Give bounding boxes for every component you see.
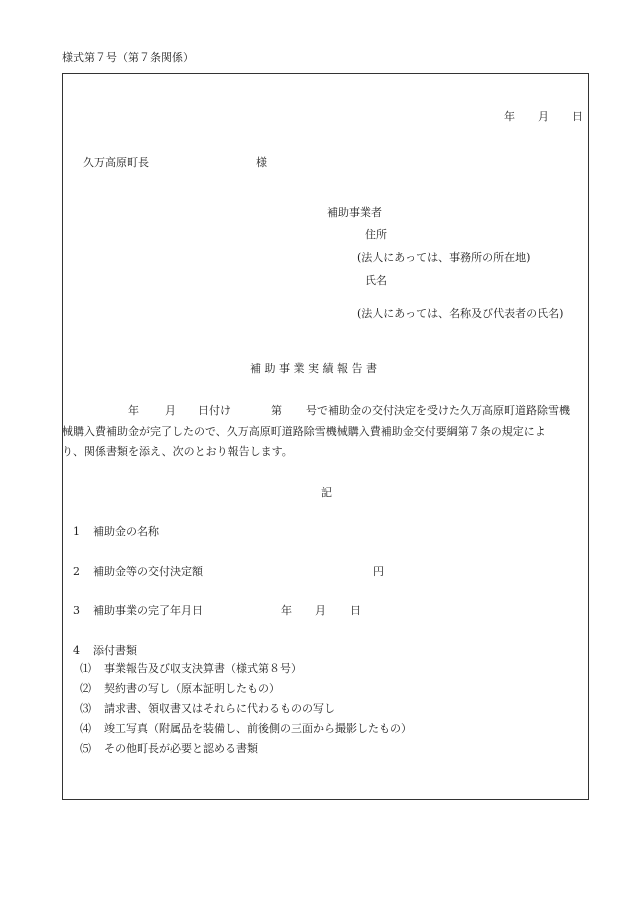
item-3-number: 3	[73, 604, 80, 617]
document-title: 補 助 事 業 実 績 報 告 書	[250, 362, 377, 375]
body-line3: り、関係書類を添え、次のとおり報告します。	[62, 445, 293, 458]
item-3-label: 補助事業の完了年月日	[93, 604, 203, 617]
attachment-text: 事業報告及び収支決算書（様式第８号）	[104, 662, 302, 675]
body-line1-no: 第	[271, 404, 282, 417]
item-3-year: 年	[281, 604, 292, 617]
attachment-item	[80, 723, 412, 734]
date-month-label: 月	[538, 110, 549, 123]
body-line1-month: 月	[165, 404, 176, 417]
item-2-label: 補助金等の交付決定額	[93, 565, 203, 578]
attachment-text: その他町長が必要と認める書類	[104, 742, 258, 755]
item-2-number: 2	[73, 565, 80, 578]
date-year-label: 年	[504, 110, 515, 123]
attachment-number: ⑸	[80, 742, 91, 755]
addressee-honorific: 様	[256, 156, 267, 169]
applicant-label: 補助事業者	[327, 206, 382, 219]
body-line2: 械購入費補助金が完了したので、久万高原町道路除雪機械購入費補助金交付要綱第７条の規定によ	[62, 425, 546, 438]
attachment-number: ⑶	[80, 702, 91, 715]
body-line1-dated: 日付け	[198, 404, 231, 417]
date-day-label: 日	[572, 110, 583, 123]
body-line1-rest: 号で補助金の交付決定を受けた久万高原町道路除雪機	[306, 404, 570, 417]
attachment-item	[80, 703, 335, 714]
ki-heading: 記	[321, 486, 332, 499]
body-line1-year: 年	[128, 404, 139, 417]
applicant-address-label: 住所	[365, 228, 387, 241]
attachment-item	[80, 663, 302, 674]
item-3-month: 月	[315, 604, 326, 617]
attachment-text: 請求書、領収書又はそれらに代わるものの写し	[104, 702, 335, 715]
applicant-name-label: 氏名	[365, 274, 387, 287]
attachment-number: ⑵	[80, 682, 91, 695]
attachment-text: 竣工写真（附属品を装備し、前後側の三面から撮影したもの）	[104, 722, 412, 735]
attachment-item	[80, 683, 280, 694]
applicant-address-note: (法人にあっては、事務所の所在地)	[357, 251, 531, 264]
attachment-item	[80, 743, 258, 754]
form-id: 様式第７号（第７条関係）	[62, 51, 194, 64]
addressee-name: 久万高原町長	[83, 156, 149, 169]
item-4-label: 添付書類	[93, 644, 137, 657]
item-1-number: 1	[73, 525, 80, 538]
item-4-number: 4	[73, 644, 80, 657]
attachment-number: ⑴	[80, 662, 91, 675]
attachment-number: ⑷	[80, 722, 91, 735]
item-2-unit: 円	[373, 565, 384, 578]
applicant-name-note: (法人にあっては、名称及び代表者の氏名)	[357, 307, 564, 320]
attachment-text: 契約書の写し（原本証明したもの）	[104, 682, 280, 695]
item-1-label: 補助金の名称	[93, 525, 159, 538]
item-3-day: 日	[350, 604, 361, 617]
